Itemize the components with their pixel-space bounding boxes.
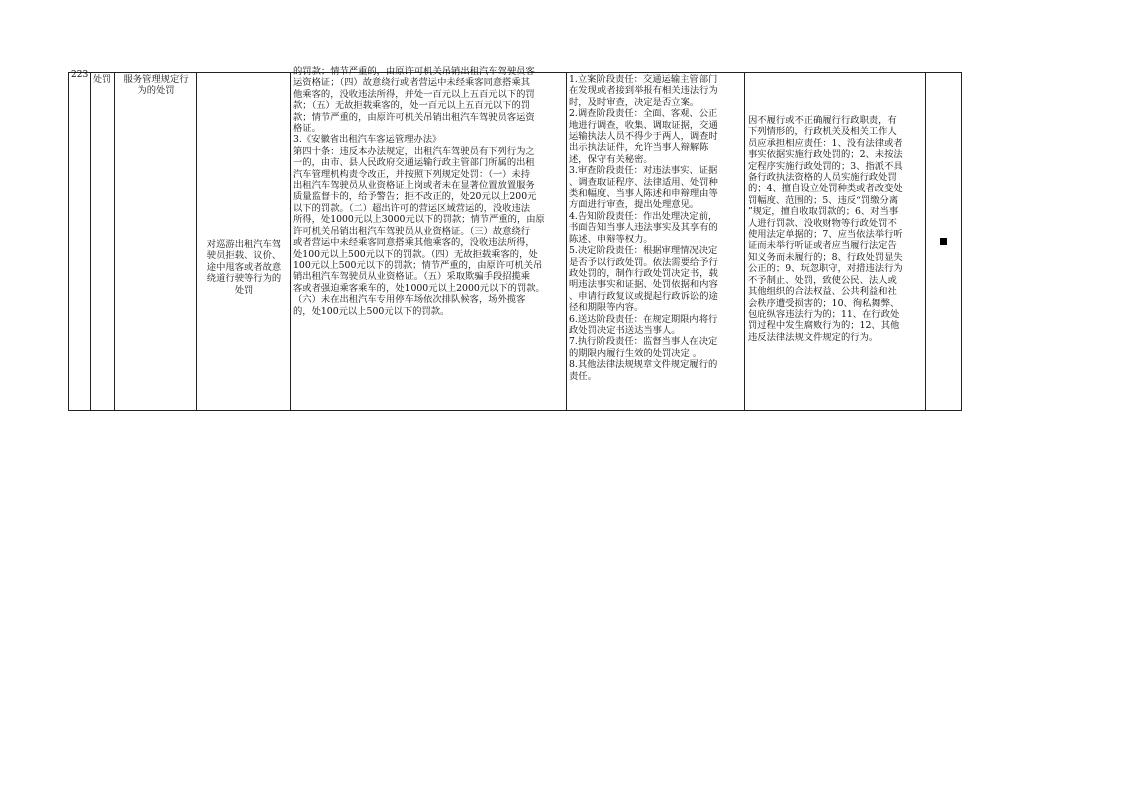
number-cell [69, 70, 91, 410]
square-bullet-icon [940, 238, 947, 245]
sub-item-cell [197, 73, 291, 410]
row-category: 处罚 [93, 75, 112, 85]
accountability-cell [745, 73, 926, 410]
item-name-cell [115, 73, 197, 410]
accountability-text: 因不履行或不正确履行行政职责，有 下列情形的，行政机关及相关工作人 员应承担相应责任：1、没有法律或者 事实依据实施行政处罚的；2、未按法 定程序实施行政处罚的；3、指派不具 备行政执法资格的人员实施行政处罚 的；4、擅自设立处罚种类或者改变处 罚幅度、范围的；5、违反“罚缴分离 ”规定，擅自收取罚款的；6、对当事 人进行罚款、没收财物等行政处罚不 使用法定单据的；7、应当依法举行听 证而未举行听证或者应当履行法定告 知义务而未履行的；8、行政处罚显失 公正的；9、玩忽职守，对措违法行为 不予制止、处罚，致使公民、法人或 其他组织的合法权益、公共利益和社 会秩序遭受损害的；10、徇私舞弊、 包庇纵容违法行为的；11、在行政处 罚过程中发生腐败行为的；12、其他 违反法律法规文件规定的行为。 [748, 115, 903, 343]
responsibility-cell [567, 73, 745, 410]
legal-basis-cell [291, 66, 567, 410]
row-number: 223 [71, 70, 89, 80]
sub-item-name: 对巡游出租汽车驾 驶员拒载、议价、 途中甩客或者故意 绕道行驶等行为的 处罚 [206, 239, 282, 296]
item-name: 服务管理规定行 为的处罚 [123, 74, 189, 97]
category-cell [91, 73, 115, 410]
permission-table [68, 66, 962, 411]
legal-basis-text: 的罚款；情节严重的，由原许可机关吊销出租汽车驾驶员客 运资格证；（四）故意绕行或者营运中未经乘客同意搭乘其 他乘客的，没收违法所得，并处一百元以上五百元以下的罚 款；（五）无故拒载乘客的，处一百元以上五百元以下的罚 款；情节严重的，由原许可机关吊销出租汽车驾驶员客运资 格证。 3.《安徽省出租汽车客运管理办法》 第四十条：违反本办法规定，出租汽车驾驶员有下列行为之 一的，由市、县人民政府交通运输行政主管部门所属的出租 汽车管理机构责令改正，并按照下列规定处罚：（一）未持 出租汽车驾驶员从业资格证上岗或者未在显著位置放置服务 质量监督卡的，给予警告；拒不改正的，处20元以上200元 以下的罚款。（二）超出许可的营运区域营运的，没收违法 所得，处1000元以上3000元以下的罚款；情节严重的，由原 许可机关吊销出租汽车驾驶员从业资格证。（三）故意绕行 或者营运中未经乘客同意搭乘其他乘客的，没收违法所得， 处100元以上500元以下的罚款。（四）无故拒载乘客的，处 100元以上500元以下的罚款；情节严重的，由原许可机关吊 销出租汽车驾驶员从业资格证。（五）采取欺骗手段招揽乘 客或者强迫乘客乘车的，处1000元以上2000元以下的罚款。 （六）未在出租汽车专用停车场依次排队候客，场外揽客 的，处100元以上500元以下的罚款。 [293, 66, 545, 317]
responsibility-text: 1.立案阶段责任：交通运输主管部门 在发现或者接到举报有相关违法行为 时，及时审查，决定是否立案。 2.调查阶段责任：全面、客观、公正 地进行调查，收集、调取证据，交通 运输执法人员不得少于两人，调查时 出示执法证件，允许当事人辩解陈 述，保守有关秘密。 3.审查阶段责任：对违法事实、证据 、调查取证程序、法律适用、处罚种 类和幅度、当事人陈述和申辩理由等 方面进行审查，提出处理意见。 4.告知阶段责任：作出处理决定前， 书面告知当事人违法事实及其享有的 陈述、申辩等权力。 5.决定阶段责任：根据审理情况决定 是否予以行政处罚。依法需要给予行 政处罚的，制作行政处罚决定书，载 明违法事实和证据、处罚依据和内容 、申请行政复议或提起行政诉讼的途 径和期限等内容。 6.送达阶段责任：在规定期限内将行 政处罚决定书送达当事人。 7.执行阶段责任：监督当事人在决定 的期限内履行生效的处罚决定 。 8.其他法律法规规章文件规定履行的 责任。 [569, 74, 718, 382]
remark-cell [926, 73, 963, 410]
